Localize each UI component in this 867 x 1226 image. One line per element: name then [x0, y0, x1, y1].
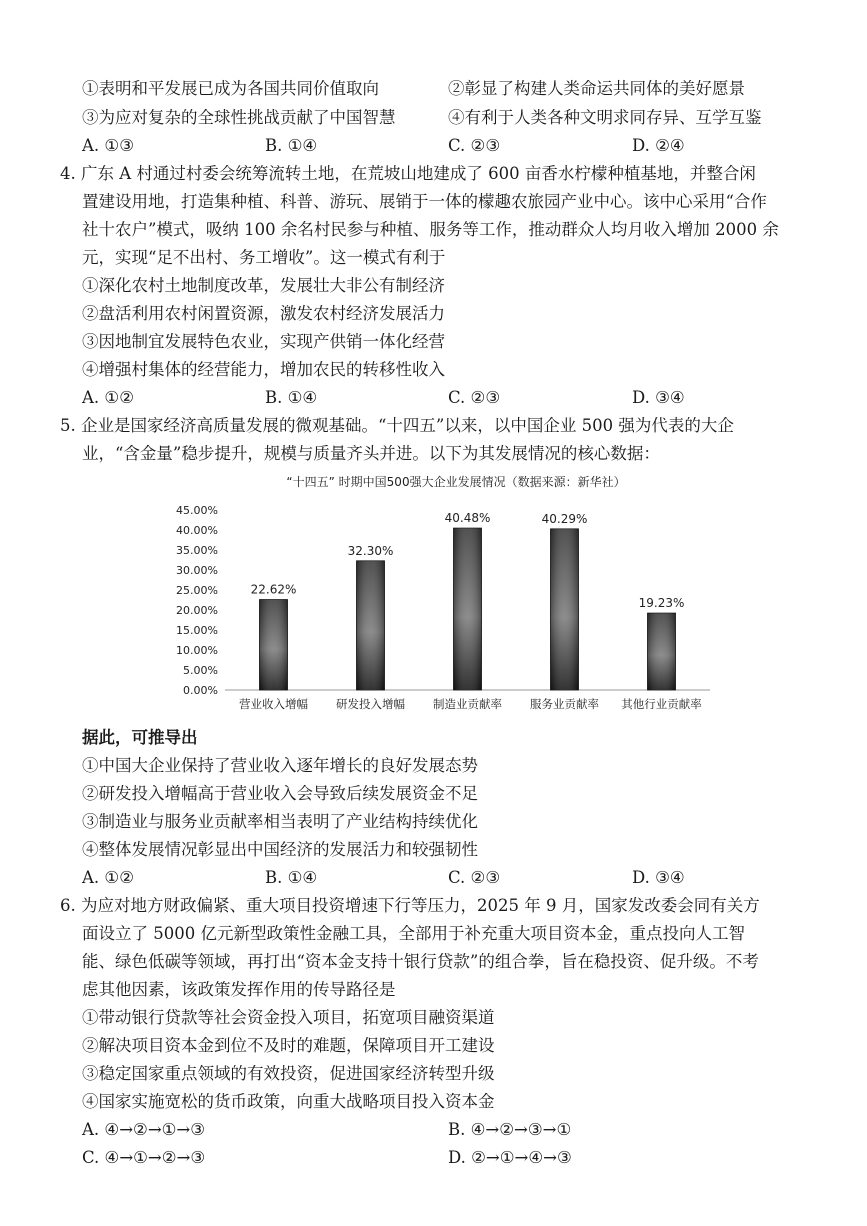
y-tick-label: 0.00%: [183, 684, 218, 697]
q5-stem-line-2: 业，“含金量”稳步提升，规模与质量齐头并进。以下为其发展情况的核心数据：: [82, 444, 660, 463]
y-tick-label: 10.00%: [176, 644, 218, 657]
q6-item-3: ③稳定国家重点领域的有效投资，促进国家经济转型升级: [82, 1064, 495, 1083]
data-label: 19.23%: [638, 596, 685, 611]
q4-stem-line-1: 4. 广东 A 村通过村委会统筹流转土地，在荒坡山地建成了 600 亩香水柠檬种植基地，并整合闲: [60, 164, 756, 183]
q3-item-2: ②彰显了构建人类命运共同体的美好愿景: [448, 79, 745, 98]
bar-shade: [454, 528, 482, 690]
q3-option-b[interactable]: B. ①④: [265, 136, 318, 155]
q4-option-b[interactable]: B. ①④: [265, 388, 318, 407]
x-category-label: 其他行业贡献率: [621, 697, 702, 711]
bar-shade: [551, 529, 579, 690]
q4-stem-line-2: 置建设用地，打造集种植、科普、游玩、展销于一体的檬趣农旅园产业中心。该中心采用“合作: [82, 192, 767, 211]
x-category-label: 制造业贡献率: [433, 697, 502, 711]
chart-title: “十四五” 时期中国500强大企业发展情况（数据来源：新华社）: [286, 475, 626, 489]
q4-item-1: ①深化农村土地制度改革，发展壮大非公有制经济: [82, 276, 445, 295]
q5-option-d[interactable]: D. ③④: [632, 868, 685, 887]
q6-option-c[interactable]: C. ④→①→②→③: [82, 1148, 206, 1167]
x-category-label: 营业收入增幅: [239, 697, 308, 711]
q6-stem-line-4: 虑其他因素，该政策发挥作用的传导路径是: [82, 980, 396, 999]
y-tick-label: 20.00%: [176, 604, 218, 617]
q5-stem-line-1: 5. 企业是国家经济高质量发展的微观基础。“十四五”以来，以中国企业 500 强为代表的大企: [60, 416, 734, 435]
data-label: 32.30%: [347, 543, 394, 558]
q5-item-4: ④整体发展情况彰显出中国经济的发展活力和较强韧性: [82, 840, 478, 859]
x-category-label: 研发投入增幅: [336, 697, 405, 711]
data-label: 22.62%: [250, 582, 297, 597]
q3-item-3: ③为应对复杂的全球性挑战贡献了中国智慧: [82, 108, 396, 127]
data-label: 40.29%: [541, 511, 588, 526]
q6-option-d[interactable]: D. ②→①→④→③: [448, 1148, 572, 1167]
q3-item-4: ④有利于人类各种文明求同存异、互学互鉴: [448, 108, 762, 127]
q5-item-1: ①中国大企业保持了营业收入逐年增长的良好发展态势: [82, 756, 478, 775]
bar-shade: [357, 561, 385, 690]
x-category-label: 服务业贡献率: [530, 697, 599, 711]
bar-chart: [160, 470, 730, 720]
q4-item-3: ③因地制宜发展特色农业，实现产供销一体化经营: [82, 332, 445, 351]
q4-item-2: ②盘活利用农村闲置资源，激发农村经济发展活力: [82, 304, 445, 323]
q6-item-4: ④国家实施宽松的货币政策，向重大战略项目投入资本金: [82, 1092, 495, 1111]
y-tick-label: 45.00%: [176, 504, 218, 517]
q5-lead: 据此，可推导出: [82, 728, 198, 747]
q5-option-c[interactable]: C. ②③: [448, 868, 501, 887]
q6-stem-line-2: 面设立了 5000 亿元新型政策性金融工具，全部用于补充重大项目资本金，重点投向人工智: [82, 924, 745, 943]
q5-item-3: ③制造业与服务业贡献率相当表明了产业结构持续优化: [82, 812, 478, 831]
q6-stem-line-1: 6. 为应对地方财政偏紧、重大项目投资增速下行等压力，2025 年 9 月，国家发改委会同有关方: [60, 896, 760, 915]
q3-item-1: ①表明和平发展已成为各国共同价值取向: [82, 79, 379, 98]
q4-stem-line-3: 社十农户”模式，吸纳 100 余名村民参与种植、服务等工作，推动群众人均月收入增加 2000 余: [82, 220, 779, 239]
bar-shade: [260, 600, 288, 690]
bar-shade: [648, 613, 676, 690]
q3-option-d[interactable]: D. ②④: [632, 136, 685, 155]
y-tick-label: 35.00%: [176, 544, 218, 557]
q5-option-a[interactable]: A. ①②: [82, 868, 134, 887]
q5-option-b[interactable]: B. ①④: [265, 868, 318, 887]
q4-item-4: ④增强村集体的经营能力，增加农民的转移性收入: [82, 360, 445, 379]
q6-stem-line-3: 能、绿色低碳等领域，再打出“资本金支持十银行贷款”的组合拳，旨在稳投资、促升级。不考: [82, 952, 759, 971]
q5-item-2: ②研发投入增幅高于营业收入会导致后续发展资金不足: [82, 784, 478, 803]
y-tick-label: 40.00%: [176, 524, 218, 537]
q3-option-a[interactable]: A. ①③: [82, 136, 134, 155]
y-tick-label: 25.00%: [176, 584, 218, 597]
y-tick-label: 5.00%: [183, 664, 218, 677]
data-label: 40.48%: [444, 511, 491, 526]
y-tick-label: 30.00%: [176, 564, 218, 577]
q4-stem-line-4: 元，实现“足不出村、务工增收”。这一模式有利于: [82, 248, 446, 267]
q3-option-c[interactable]: C. ②③: [448, 136, 501, 155]
y-tick-label: 15.00%: [176, 624, 218, 637]
q6-item-2: ②解决项目资本金到位不及时的难题，保障项目开工建设: [82, 1036, 495, 1055]
q6-item-1: ①带动银行贷款等社会资金投入项目，拓宽项目融资渠道: [82, 1008, 495, 1027]
q4-option-a[interactable]: A. ①②: [82, 388, 134, 407]
q6-option-a[interactable]: A. ④→②→①→③: [82, 1120, 206, 1139]
q4-option-c[interactable]: C. ②③: [448, 388, 501, 407]
q6-option-b[interactable]: B. ④→②→③→①: [448, 1120, 572, 1139]
q4-option-d[interactable]: D. ③④: [632, 388, 685, 407]
